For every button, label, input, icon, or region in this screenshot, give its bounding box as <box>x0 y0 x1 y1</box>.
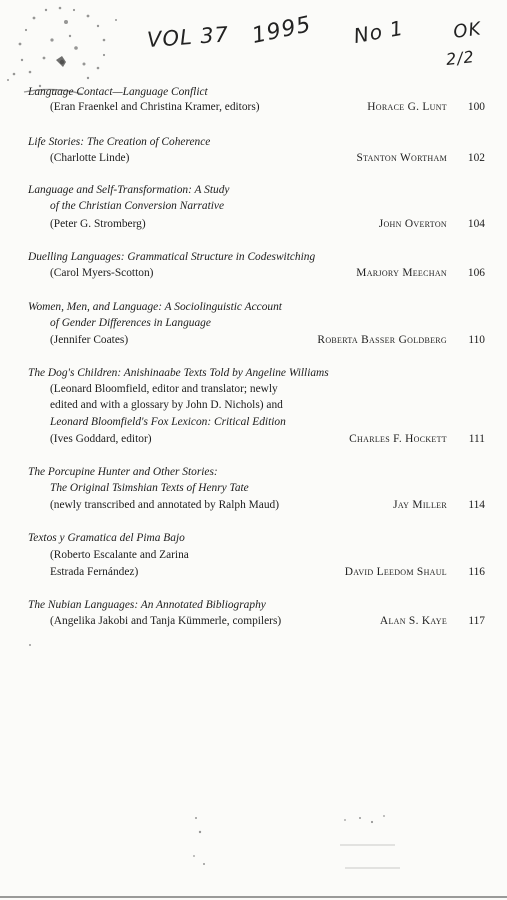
entry-detail: (Roberto Escalante and Zarina <box>50 549 189 561</box>
entry-reviewer: Alan S. Kaye <box>379 615 447 627</box>
entry-title: The Porcupine Hunter and Other Stories: <box>28 466 218 478</box>
entry-title: of the Christian Conversion Narrative <box>50 200 225 212</box>
entry-reviewer: Roberta Basser Goldberg <box>317 334 447 346</box>
entry-page: 104 <box>467 218 485 230</box>
entry-reviewer: Charles F. Hockett <box>349 433 447 445</box>
entry-page: 110 <box>468 334 485 346</box>
entry-detail: (Carol Myers-Scotton) <box>50 267 154 279</box>
handwritten-number: No 1 <box>351 15 406 49</box>
entry-page: 116 <box>468 566 485 578</box>
entry-reviewer: David Leedom Shaul <box>344 566 447 578</box>
entry-title: Women, Men, and Language: A Sociolinguistic Account <box>28 301 282 313</box>
entry-detail: (Peter G. Stromberg) <box>50 218 146 230</box>
entry-title: Textos y Gramatica del Pima Bajo <box>28 532 185 544</box>
entry-page: 100 <box>467 101 485 113</box>
entry-page: 102 <box>467 152 485 164</box>
entry-page: 106 <box>467 267 485 279</box>
entry-reviewer: Marjory Meechan <box>356 267 447 279</box>
entry-title: Language Contact—Language Conflict <box>28 86 208 98</box>
entry-reviewer: Jay Miller <box>393 499 447 511</box>
entry-detail: (Leonard Bloomfield, editor and translator; newly <box>50 383 278 395</box>
entry-detail: (Jennifer Coates) <box>50 334 129 346</box>
entry-title: The Nubian Languages: An Annotated Bibliography <box>28 599 266 611</box>
entry-detail: (Angelika Jakobi and Tanja Kümmerle, compilers) <box>50 615 282 627</box>
entry-subtitle: Leonard Bloomfield's Fox Lexicon: Critical Edition <box>50 416 286 428</box>
handwritten-volume: VOL 37 <box>146 22 230 52</box>
entry-title: of Gender Differences in Language <box>50 317 211 329</box>
handwritten-ok: OK <box>452 18 483 43</box>
entry-title: The Dog's Children: Anishinaabe Texts Told by Angeline Williams <box>28 367 329 379</box>
entry-reviewer: Horace G. Lunt <box>367 101 447 113</box>
entry-detail: edited and with a glossary by John D. Nichols) and <box>50 399 283 411</box>
entry-title: Language and Self-Transformation: A Study <box>28 184 230 196</box>
entry-detail: (Ives Goddard, editor) <box>50 433 152 445</box>
handwritten-year: 1995 <box>249 12 314 49</box>
entry-detail: (newly transcribed and annotated by Ralph Maud) <box>50 499 280 511</box>
entry-page: 114 <box>468 499 485 511</box>
entry-detail: (Eran Fraenkel and Christina Kramer, editors) <box>50 101 260 113</box>
handwritten-fraction: 2/2 <box>445 47 476 69</box>
entry-detail: Estrada Fernández) <box>50 566 139 578</box>
entry-title: Life Stories: The Creation of Coherence <box>28 136 211 148</box>
entry-page: 117 <box>468 615 485 627</box>
entry-reviewer: John Overton <box>378 218 447 230</box>
entry-title: Duelling Languages: Grammatical Structure in Codeswitching <box>28 251 316 263</box>
entry-title: The Original Tsimshian Texts of Henry Tate <box>50 482 249 494</box>
entry-reviewer: Stanton Wortham <box>356 152 447 164</box>
entry-detail: (Charlotte Linde) <box>50 152 130 164</box>
entry-page: 111 <box>468 433 485 445</box>
